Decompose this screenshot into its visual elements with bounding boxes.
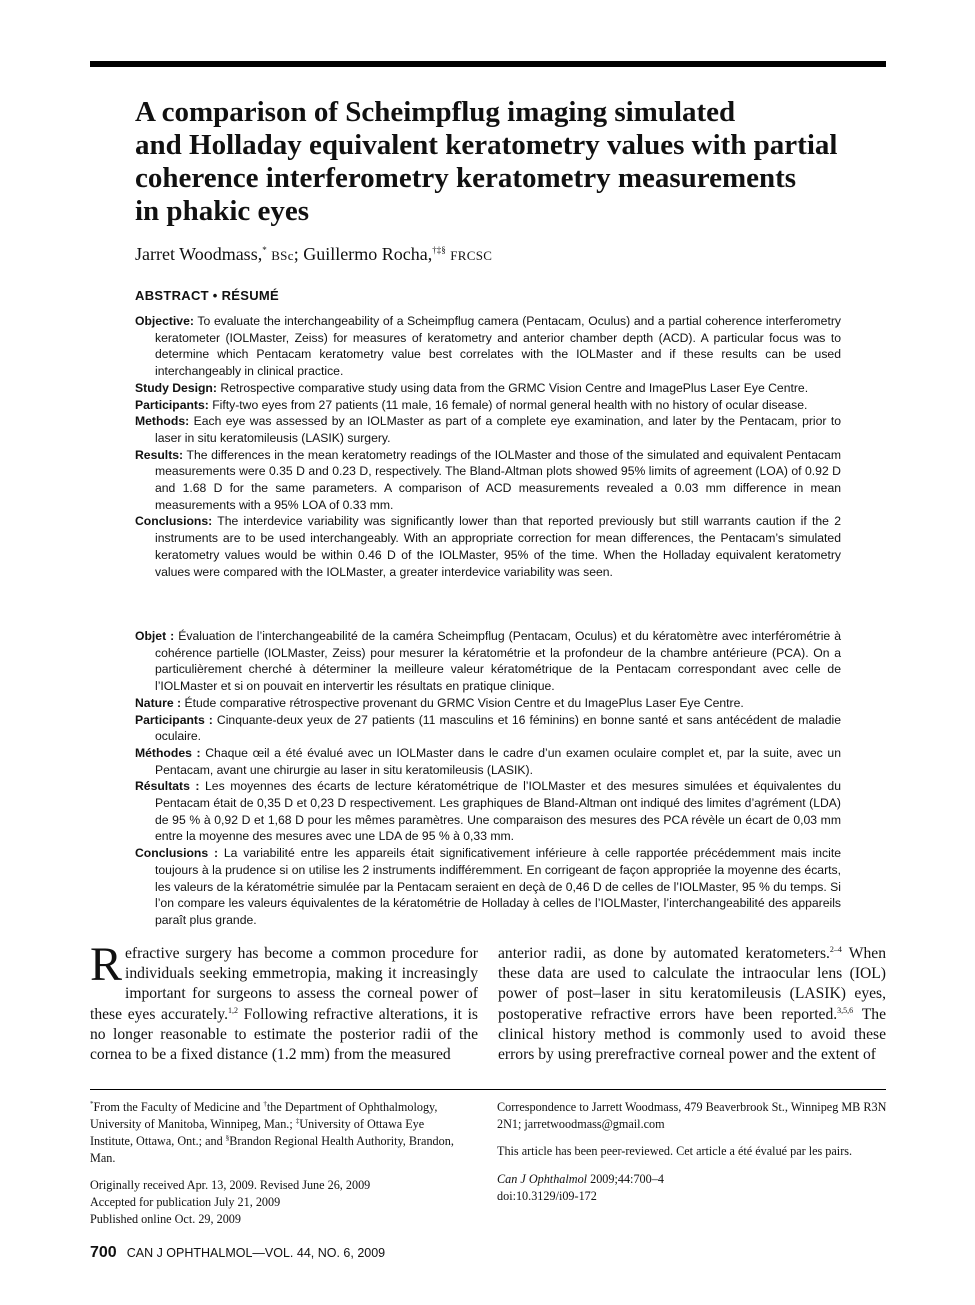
doi: doi:10.3129/i09-172 <box>497 1189 597 1203</box>
body-text: anterior radii, as done by automated keratometers. <box>498 945 830 962</box>
abstract-item <box>135 712 841 745</box>
footnote-mark: ‡ <box>295 1116 300 1125</box>
citation-volume: 2009;44:700–4 <box>587 1172 664 1186</box>
journal-name: Can J Ophthalmol <box>497 1172 588 1186</box>
footnote-mark: § <box>225 1133 230 1142</box>
abstract-label: Conclusions : <box>135 846 219 861</box>
page-number: 700 <box>90 1244 117 1261</box>
author-2-degree: FRCSC <box>450 248 493 263</box>
abstract-text: The differences in the mean keratometry readings of the IOLMaster and those of the simulated and equivalent Pentacam measurements were 0.35 D and 0.23 D, respectively. The Bland-Altman plots showed 95% limits of agreement (LOA) of 0.92 D and 1.68 D for the same parameters. A comparison of ACD measurements revealed a 0.03 mm difference in mean measurements with a 95% LOA of 0.33 mm. <box>155 447 841 512</box>
citation-block <box>497 1171 887 1205</box>
body-text-right-column <box>498 944 886 1065</box>
peer-review-note: This article has been peer-reviewed. Cet article a été évalué par les pairs. <box>497 1144 853 1158</box>
body-text-left-column <box>90 938 478 1065</box>
abstract-item <box>135 413 841 446</box>
abstract-text: Cinquante-deux yeux de 27 patients (11 masculins et 16 féminins) en bonne santé et sans antécédent de maladie oculaire. <box>155 712 841 744</box>
abstract-french <box>135 628 841 929</box>
footnote-text: the Department of Ophthalmology, University of Manitoba, Winnipeg, Man.; <box>90 1100 438 1131</box>
abstract-label: Objet : <box>135 629 175 643</box>
reference-marker: 1,2 <box>228 1005 238 1015</box>
abstract-item <box>135 313 841 380</box>
abstract-item <box>135 778 841 845</box>
author-1-affiliation-mark: * <box>262 245 267 255</box>
abstract-text: To evaluate the interchangeability of a Scheimpflug camera (Pentacam, Oculus) and a partial coherence interferometry keratometer (IOLMaster, Zeiss) for measures of keratometry and anterior chamber depth (ACD). A particular focus was to determine which Pentacam keratometry value best correlates with the IOLMaster and if these results can be used interchangeably in clinical practice. <box>155 314 841 379</box>
abstract-text: Les moyennes des écarts de lecture kératométrique de l’IOLMaster et des mesures simulées et équivalentes du Pentacam était de 0,35 D et 0,23 D respectivement. Les graphiques de Bland-Altman ont indiqué des limites d’agrément (LDA) de 95 % à 0,92 D et 1,68 D pour les mêmes paramètres. Une comparaison des mesures des PCA révèle un écart de 0,03 mm entre la moyenne des mesures avec une LDA de 95 % à 0,33 mm. <box>155 779 841 844</box>
abstract-text: Évaluation de l’interchangeabilité de la caméra Scheimpflug (Pentacam, Oculus) et du kératomètre avec interférométrie à cohérence partielle (IOLMaster, Zeiss) pour mesurer la kératométrie et la profondeur de la chambre antérieure (PCA). On a particulièrement cherché à déterminer la meilleure valeur kératométrique de la Pentacam correspondant avec celle de l’IOLMaster et si on pouvait en intervertir les résultats en pratique clinique. <box>155 629 841 694</box>
footnote-text: Brandon Regional Health Authority, Brandon, Man. <box>90 1134 454 1165</box>
abstract-item <box>135 513 841 580</box>
accepted-date: Accepted for publication July 21, 2009 <box>90 1195 281 1209</box>
body-text: The clinical history method is commonly used to avoid these errors by using prerefractive corneal power and the extent of <box>498 1005 886 1064</box>
published-date: Published online Oct. 29, 2009 <box>90 1212 241 1226</box>
footnote-text: From the Faculty of Medicine and <box>93 1100 264 1114</box>
article-title <box>135 96 855 228</box>
title-line: coherence interferometry keratometry measurements <box>135 162 797 194</box>
abstract-text: Chaque œil a été évalué avec un IOLMaster dans le cadre d’un examen oculaire complet et, par la suite, avec un Pentacam, avant une chirurgie au laser in situ keratomileusis (LASIK). <box>155 745 841 777</box>
title-line: A comparison of Scheimpflug imaging simulated <box>135 96 736 128</box>
abstract-item <box>135 380 841 397</box>
footnote-mark: * <box>90 1099 94 1108</box>
correspondence: Correspondence to Jarrett Woodmass, 479 Beaverbrook St., Winnipeg MB R3N 2N1; jarretwoodmass@gmail.com <box>497 1100 887 1131</box>
body-text: When these data are used to calculate the intraocular lens (IOL) power of post–laser in situ keratomileusis (LASIK) eyes, postoperative refractive errors have been reported. <box>498 945 886 1023</box>
body-text: efractive surgery has become a common procedure for individuals seeking emmetropia, making it increasingly important for surgeons to assess the corneal power of these eyes accurately. <box>90 945 478 1023</box>
abstract-english <box>135 313 841 580</box>
top-rule <box>90 61 886 67</box>
abstract-label: Study Design: <box>135 380 217 395</box>
received-date: Originally received Apr. 13, 2009. Revised June 26, 2009 <box>90 1178 371 1192</box>
abstract-label: Objective: <box>135 314 194 328</box>
abstract-text: Étude comparative rétrospective provenant du GRMC Vision Centre et du ImagePlus Laser Eye Centre. <box>184 695 744 710</box>
abstract-heading: ABSTRACT • RÉSUMÉ <box>135 288 279 303</box>
abstract-item <box>135 397 841 414</box>
footnote-rule <box>90 1089 886 1090</box>
running-head: CAN J OPHTHALMOL—VOL. 44, NO. 6, 2009 <box>126 1246 386 1260</box>
publication-dates <box>90 1177 468 1228</box>
reference-marker: 3,5,6 <box>837 1005 854 1015</box>
abstract-label: Results: <box>135 447 184 462</box>
abstract-label: Résultats : <box>135 779 200 794</box>
body-text: Following refractive alterations, it is no longer reasonable to estimate the posterior radii of the cornea to be a fixed distance (1.2 mm) from the measured <box>90 1005 478 1064</box>
title-line: and Holladay equivalent keratometry values with partial <box>135 129 838 161</box>
abstract-text: La variabilité entre les appareils était significativement inférieure à celle rapportée précédemment mais incite toujours à la prudence si on utilise les 2 instruments indifféremment. En corrigeant de façon appropriée la moyenne des écarts, les valeurs de la kératométrie simulée par la Pentacam seraient en deçà de 0,46 D de celles de l’IOLMaster, 95 % du temps. Si l’on compare les valeurs équivalentes de la kératométrie de Holladay à celles de l’IOLMaster, l’interchangeabilité des appareils paraît plus grande. <box>155 846 841 927</box>
author-1-degree: BSc <box>271 248 294 263</box>
abstract-label: Nature : <box>135 695 182 710</box>
abstract-item <box>135 628 841 695</box>
author-list <box>135 243 855 267</box>
abstract-label: Participants: <box>135 397 209 412</box>
abstract-label: Conclusions: <box>135 514 213 529</box>
abstract-item <box>135 695 841 712</box>
footnote-mark: † <box>263 1099 267 1108</box>
affiliation-footnote <box>90 1099 468 1167</box>
abstract-label: Méthodes : <box>135 745 201 760</box>
author-separator: ; <box>293 244 299 264</box>
title-line: in phakic eyes <box>135 195 310 227</box>
abstract-label: Methods: <box>135 414 190 429</box>
author-2-affiliation-mark: †‡§ <box>432 245 446 255</box>
abstract-item <box>135 447 841 514</box>
abstract-item <box>135 845 841 929</box>
reference-marker: 2–4 <box>829 944 842 954</box>
abstract-item <box>135 745 841 778</box>
abstract-text: Retrospective comparative study using data from the GRMC Vision Centre and ImagePlus Laser Eye Centre. <box>220 380 809 395</box>
page-footer <box>90 1244 385 1262</box>
abstract-text: Fifty-two eyes from 27 patients (11 male, 16 female) of normal general health with no history of ocular disease. <box>212 397 808 412</box>
footnote-text: University of Ottawa Eye Institute, Ottawa, Ont.; and <box>90 1117 425 1148</box>
abstract-text: Each eye was assessed by an IOLMaster as part of a complete eye examination, and later by the Pentacam, prior to laser in situ keratomileusis (LASIK) surgery. <box>155 414 842 445</box>
abstract-label: Participants : <box>135 712 213 727</box>
abstract-text: The interdevice variability was significantly lower than that reported previously but still warrants caution if the 2 instruments are to be used interchangeably. With an appropriate correction for mean differences, the Pentacam’s simulated keratometry values would be within 0.46 D of the IOLMaster, 95% of the time. When the Holladay equivalent keratometry values were compared with the IOLMaster, a greater interdevice variability was seen. <box>155 514 841 579</box>
author-1-name: Jarret Woodmass, <box>135 244 263 264</box>
author-2-name: Guillermo Rocha, <box>303 244 433 264</box>
drop-cap: R <box>90 938 123 991</box>
